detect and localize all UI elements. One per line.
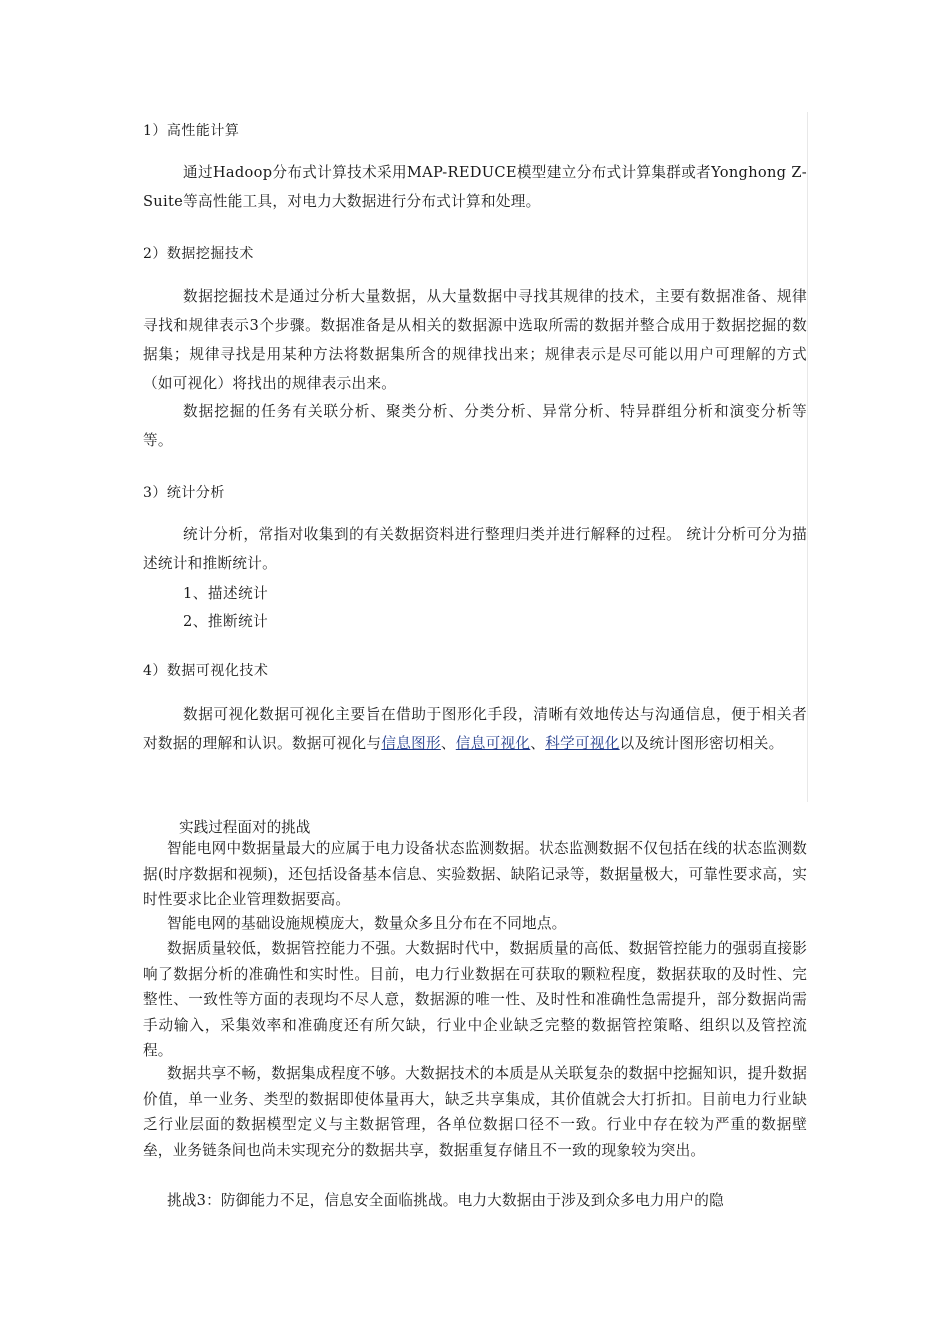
challenge-paragraph-2: 智能电网的基础设施规模庞大，数量众多且分布在不同地点。 (167, 915, 567, 932)
section-4-heading: 4）数据可视化技术 (143, 663, 269, 679)
separator: 、 (530, 735, 546, 752)
section-1-heading: 1）高性能计算 (143, 123, 240, 139)
margin-rule (807, 112, 808, 802)
section-2-heading: 2）数据挖掘技术 (143, 246, 254, 262)
link-info-graphics[interactable]: 信息图形 (381, 735, 441, 752)
section-3-paragraph: 统计分析，常指对收集到的有关数据资料进行整理归类并进行解释的过程。 统计分析可分为描述统计和推断统计。 (143, 526, 807, 572)
challenge-paragraph-5: 挑战3：防御能力不足，信息安全面临挑战。电力大数据由于涉及到众多电力用户的隐 (167, 1192, 724, 1209)
section-2-paragraph-1: 数据挖掘技术是通过分析大量数据，从大量数据中寻找其规律的技术，主要有数据准备、规律寻找和规律表示3个步骤。数据准备是从相关的数据源中选取所需的数据并整合成用于数据挖掘的数据集；规律寻找是用某种方法将数据集所含的规律找出来；规律表示是尽可能以用户可理解的方式（如可视化）将找出的规律表示出来。 (143, 288, 807, 392)
link-scientific-visualization[interactable]: 科学可视化 (545, 735, 620, 752)
section-4-text-b: 以及统计图形密切相关。 (619, 735, 784, 752)
section-4-text-a: 数据可视化数据可视化主要旨在借助于图形化手段，清晰有效地传达与沟通信息，便于相关者对数据的理解和认识。数据可视化与 (143, 706, 807, 752)
challenges-title: 实践过程面对的挑战 (179, 819, 311, 836)
section-3-heading: 3）统计分析 (143, 485, 225, 501)
section-2-paragraph-2: 数据挖掘的任务有关联分析、聚类分析、分类分析、异常分析、特异群组分析和演变分析等等。 (143, 403, 807, 449)
challenge-paragraph-3: 数据质量较低，数据管控能力不强。大数据时代中，数据质量的高低、数据管控能力的强弱直接影响了数据分析的准确性和实时性。目前，电力行业数据在可获取的颗粒程度，数据获取的及时性、完整性、一致性等方面的表现均不尽人意，数据源的唯一性、及时性和准确性急需提升，部分数据尚需手动输入，采集效率和准确度还有所欠缺，行业中企业缺乏完整的数据管控策略、组织以及管控流程。 (143, 940, 807, 1060)
separator: 、 (440, 735, 456, 752)
challenge-paragraph-1: 智能电网中数据量最大的应属于电力设备状态监测数据。状态监测数据不仅包括在线的状态监测数据(时序数据和视频)，还包括设备基本信息、实验数据、缺陷记录等，数据量极大，可靠性要求高，实时性要求比企业管理数据要高。 (143, 840, 807, 909)
section-1-paragraph: 通过Hadoop分布式计算技术采用MAP-REDUCE模型建立分布式计算集群或者Yonghong Z-Suite等高性能工具，对电力大数据进行分布式计算和处理。 (143, 164, 807, 210)
section-4-paragraph (143, 700, 807, 758)
challenge-paragraph-4: 数据共享不畅，数据集成程度不够。大数据技术的本质是从关联复杂的数据中挖掘知识，提升数据价值，单一业务、类型的数据即使体量再大，缺乏共享集成，其价值就会大打折扣。目前电力行业缺乏行业层面的数据模型定义与主数据管理，各单位数据口径不一致。行业中存在较为严重的数据壁垒，业务链条间也尚未实现充分的数据共享，数据重复存储且不一致的现象较为突出。 (143, 1065, 807, 1159)
section-3-list-item-2: 2、推断统计 (183, 613, 269, 630)
link-info-visualization[interactable]: 信息可视化 (455, 735, 531, 752)
section-3-list-item-1: 1、描述统计 (183, 585, 269, 602)
